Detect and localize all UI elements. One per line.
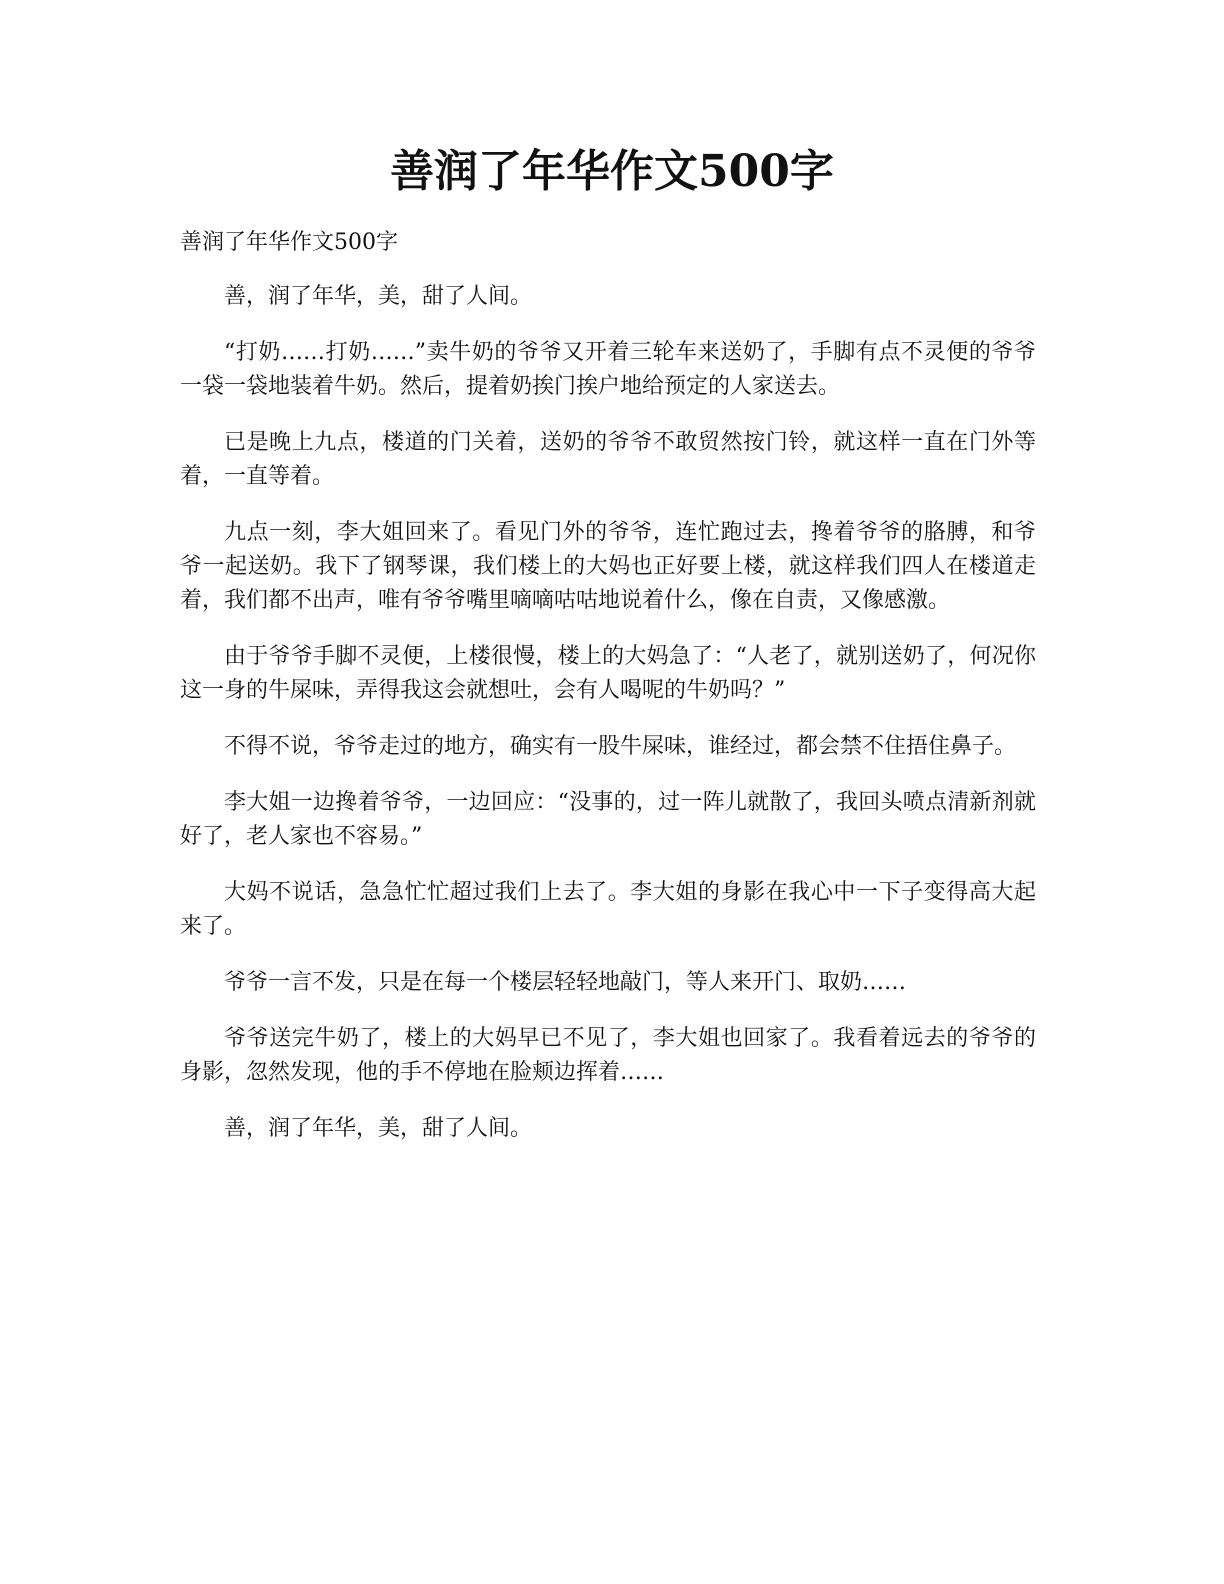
paragraph: “打奶……打奶……”卖牛奶的爷爷又开着三轮车来送奶了，手脚有点不灵便的爷爷一袋一袋地装着牛奶。然后，提着奶挨门挨户地给预定的人家送去。 [180,340,1036,399]
paragraph: 九点一刻，李大姐回来了。看见门外的爷爷，连忙跑过去，搀着爷爷的胳膊，和爷爷一起送奶。我下了钢琴课，我们楼上的大妈也正好要上楼，就这样我们四人在楼道走着，我们都不出声，唯有爷爷嘴里嘀嘀咕咕地说着什么，像在自责，又像感激。 [180,520,1036,613]
paragraph: 由于爷爷手脚不灵便，上楼很慢，楼上的大妈急了：“人老了，就别送奶了，何况你这一身的牛屎味，弄得我这会就想吐，会有人喝呢的牛奶吗？” [180,644,1036,703]
paragraph: 已是晚上九点，楼道的门关着，送奶的爷爷不敢贸然按门铃，就这样一直在门外等着，一直等着。 [180,430,1036,489]
paragraph: 不得不说，爷爷走过的地方，确实有一股牛屎味，谁经过，都会禁不住捂住鼻子。 [224,734,1017,759]
document-body [180,280,1036,1168]
document-subtitle: 善润了年华作文500字 [180,230,398,255]
paragraph: 爷爷送完牛奶了，楼上的大妈早已不见了，李大姐也回家了。我看着远去的爷爷的身影，忽然发现，他的手不停地在脸颊边挥着…… [180,1026,1036,1085]
document-title: 善润了年华作文500字 [390,146,834,197]
paragraph: 爷爷一言不发，只是在每一个楼层轻轻地敲门，等人来开门、取奶…… [224,970,907,995]
paragraph: 善，润了年华，美，甜了人间。 [224,284,533,309]
paragraph: 善，润了年华，美，甜了人间。 [224,1116,533,1141]
paragraph: 李大姐一边搀着爷爷，一边回应：“没事的，过一阵儿就散了，我回头喷点清新剂就好了，老人家也不容易。” [180,790,1036,849]
paragraph: 大妈不说话，急急忙忙超过我们上去了。李大姐的身影在我心中一下子变得高大起来了。 [180,880,1036,939]
